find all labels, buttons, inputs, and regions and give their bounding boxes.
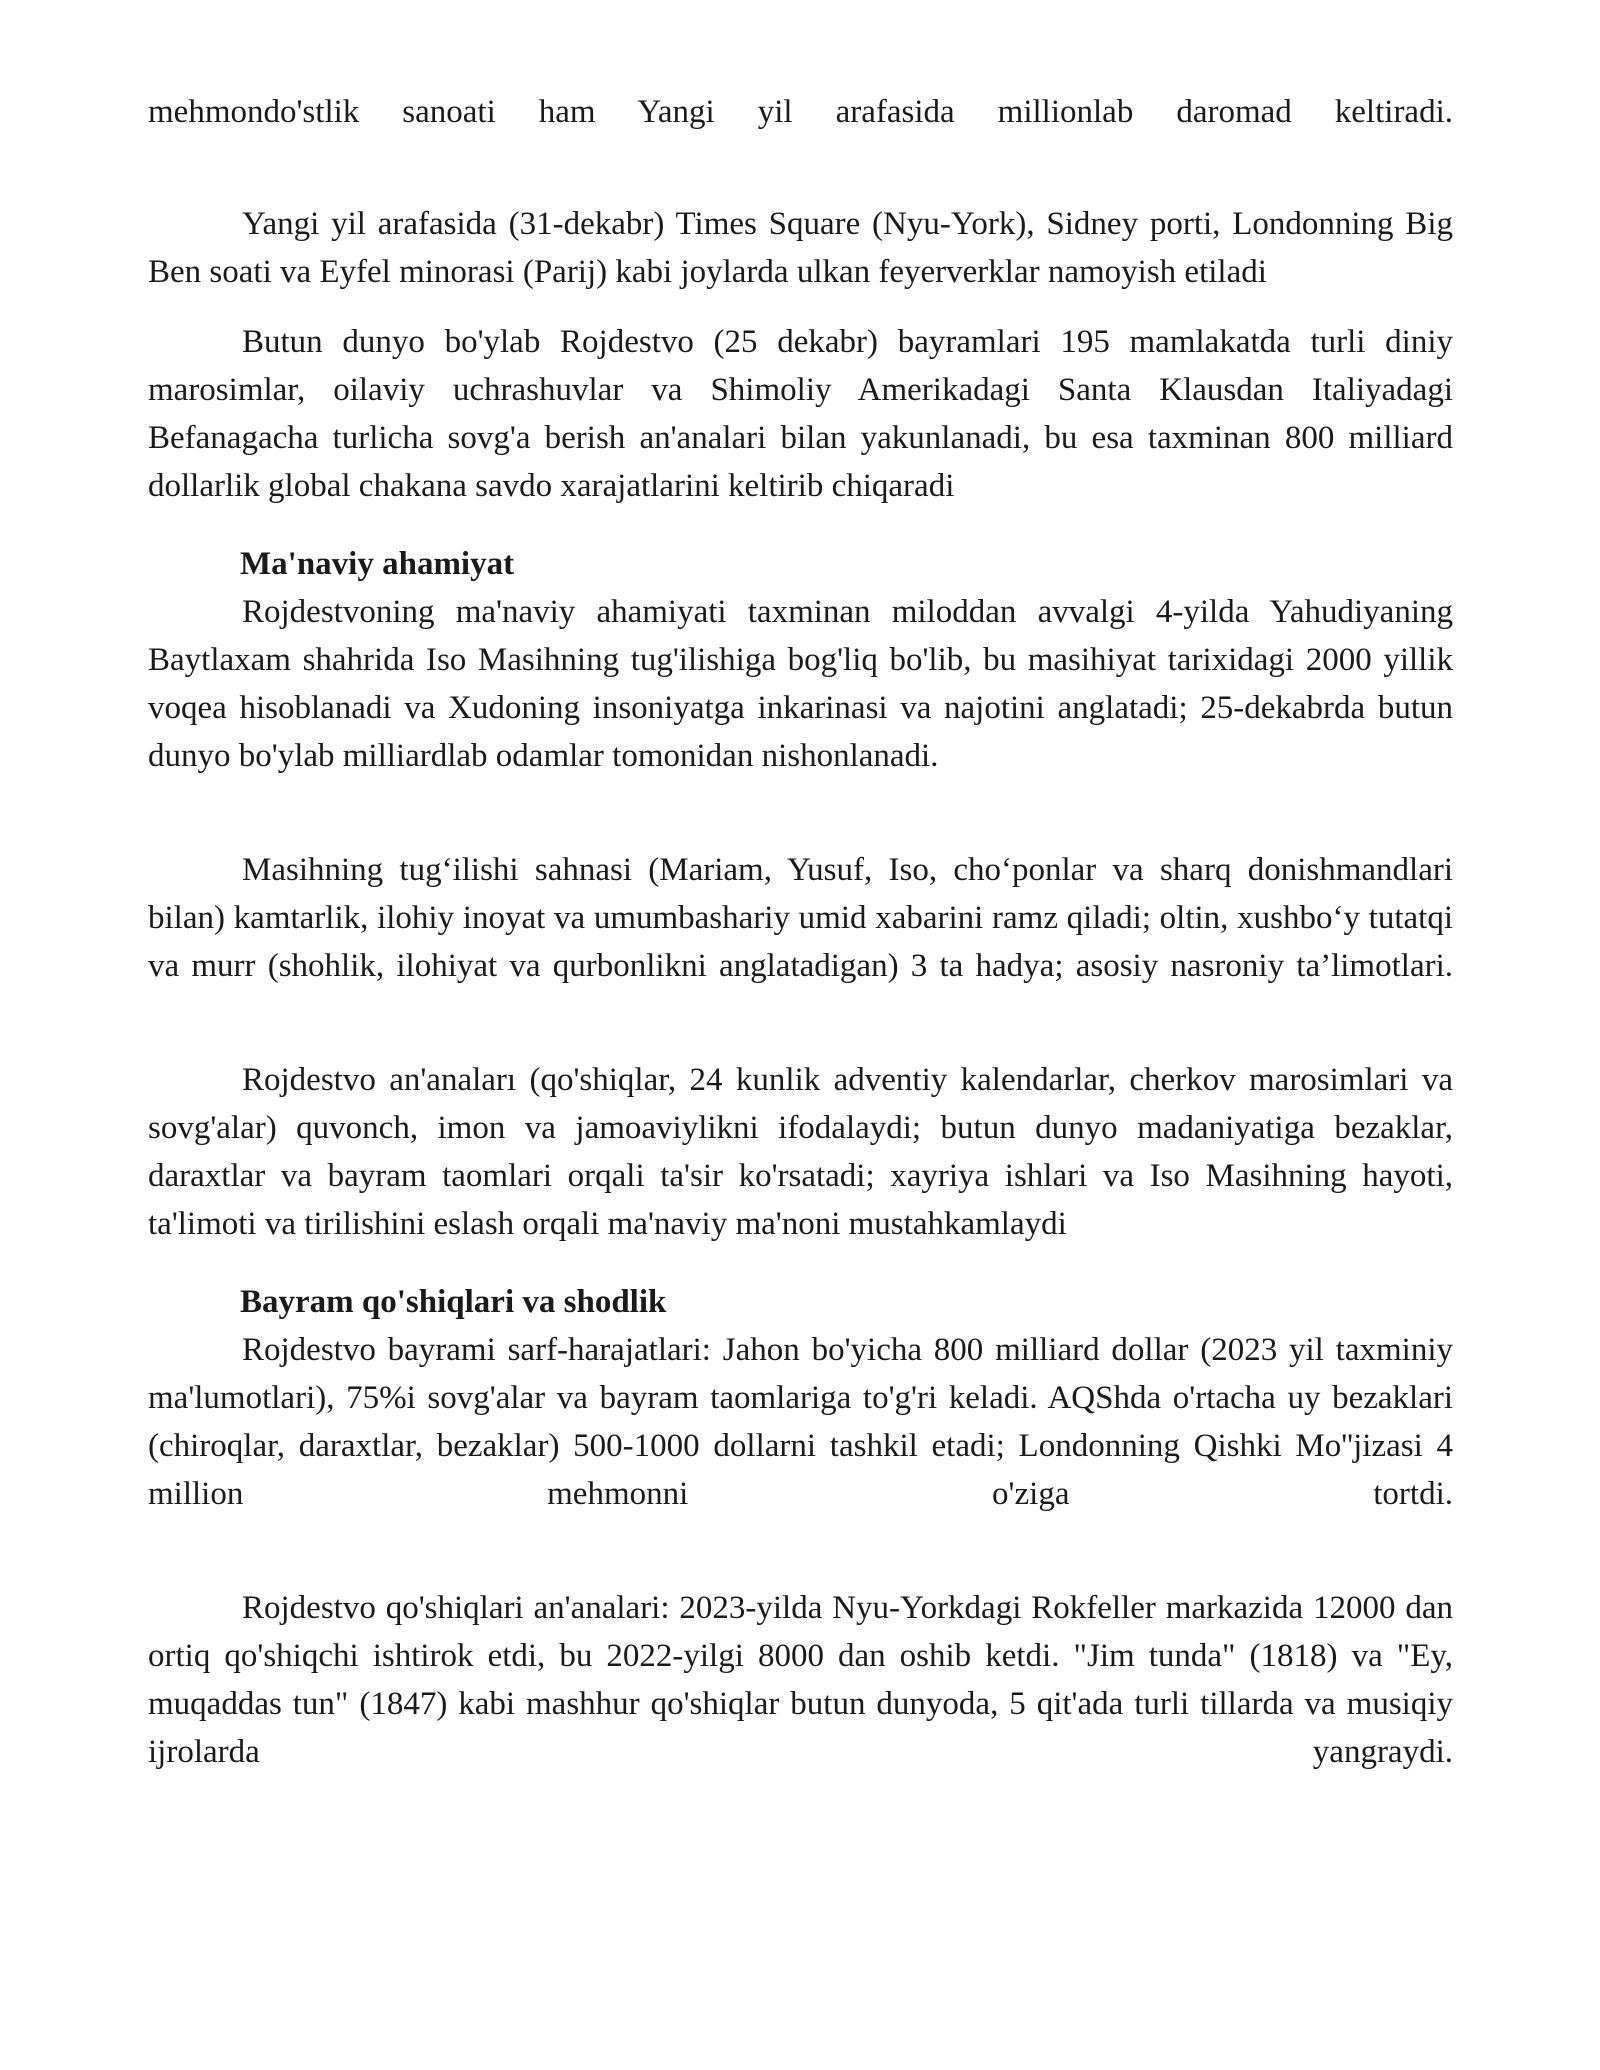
document-body — [148, 88, 1453, 1776]
paragraph-new-year-fireworks: Yangi yil arafasida (31-dekabr) Times Square (Nyu-York), Sidney porti, Londonning Big Ben soati va Eyfel minorasi (Parij) kabi joylarda ulkan feyerverklar namoyish etiladi — [148, 206, 1453, 290]
paragraph-nativity-scene: Masihning tug‘ilishi sahnasi (Mariam, Yusuf, Iso, cho‘ponlar va sharq donishmandlari bilan) kamtarlik, ilohiy inoyat va umumbashariy umid xabarini ramz qiladi; oltin, xushbo‘y tutatqi va murr (shohlik, ilohiyat va qurbonlikni anglatadigan) 3 ta hadya; asosiy nasroniy ta’limotlari. — [148, 852, 1453, 984]
section-heading-songs-joy: Bayram qo'shiqlari va shodlik — [240, 1284, 667, 1320]
paragraph-fragment-intro: mehmondo'stlik sanoati ham Yangi yil arafasida millionlab daromad keltiradi. — [148, 94, 1453, 130]
paragraph-carol-traditions: Rojdestvo qo'shiqlari an'analari: 2023-yilda Nyu-Yorkdagi Rokfeller markazida 12000 dan ortiq qo'shiqchi ishtirok etdi, bu 2022-yilgi 8000 dan oshib ketdi. "Jim tunda" (1818) va "Ey, muqaddas tun" (1847) kabi mashhur qo'shiqlar butun dunyoda, 5 qit'ada turli tillarda va musiqiy ijrolarda yangraydi. — [148, 1590, 1453, 1770]
section-heading-spiritual: Ma'naviy ahamiyat — [240, 546, 515, 582]
paragraph-christmas-celebrations: Butun dunyo bo'ylab Rojdestvo (25 dekabr) bayramlari 195 mamlakatda turli diniy marosimlar, oilaviy uchrashuvlar va Shimoliy Amerikadagi Santa Klausdan Italiyadagi Befanagacha turlicha sovg'a berish an'analari bilan yakunlanadi, bu esa taxminan 800 milliard dollarlik global chakana savdo xarajatlarini keltirib chiqaradi — [148, 324, 1453, 504]
paragraph-christmas-traditions: Rojdestvo an'anaları (qo'shiqlar, 24 kunlik adventiy kalendarlar, cherkov marosimlari va sovg'alar) quvonch, imon va jamoaviylikni ifodalaydi; butun dunyo madaniyatiga bezaklar, daraxtlar va bayram taomlari orqali ta'sir ko'rsatadi; xayriya ishlari va Iso Masihning hayoti, ta'limoti va tirilishini eslash orqali ma'naviy ma'noni mustahkamlaydi — [148, 1062, 1453, 1242]
paragraph-holiday-spending: Rojdestvo bayrami sarf-harajatlari: Jahon bo'yicha 800 milliard dollar (2023 yil taxminiy ma'lumotlari), 75%i sovg'alar va bayram taomlariga to'g'ri keladi. AQShda o'rtacha uy bezaklari (chiroqlar, daraxtlar, bezaklar) 500-1000 dollarni tashkil etadi; Londonning Qishki Mo''jizasi 4 million mehmonni o'ziga tortdi. — [148, 1332, 1453, 1512]
paragraph-spiritual-meaning: Rojdestvoning ma'naviy ahamiyati taxminan miloddan avvalgi 4-yilda Yahudiyaning Baytlaxam shahrida Iso Masihning tug'ilishiga bog'liq bo'lib, bu masihiyat tarixidagi 2000 yillik voqea hisoblanadi va Xudoning insoniyatga inkarinasi va najotini anglatadi; 25-dekabrda butun dunyo bo'ylab milliardlab odamlar tomonidan nishonlanadi. — [148, 594, 1453, 774]
